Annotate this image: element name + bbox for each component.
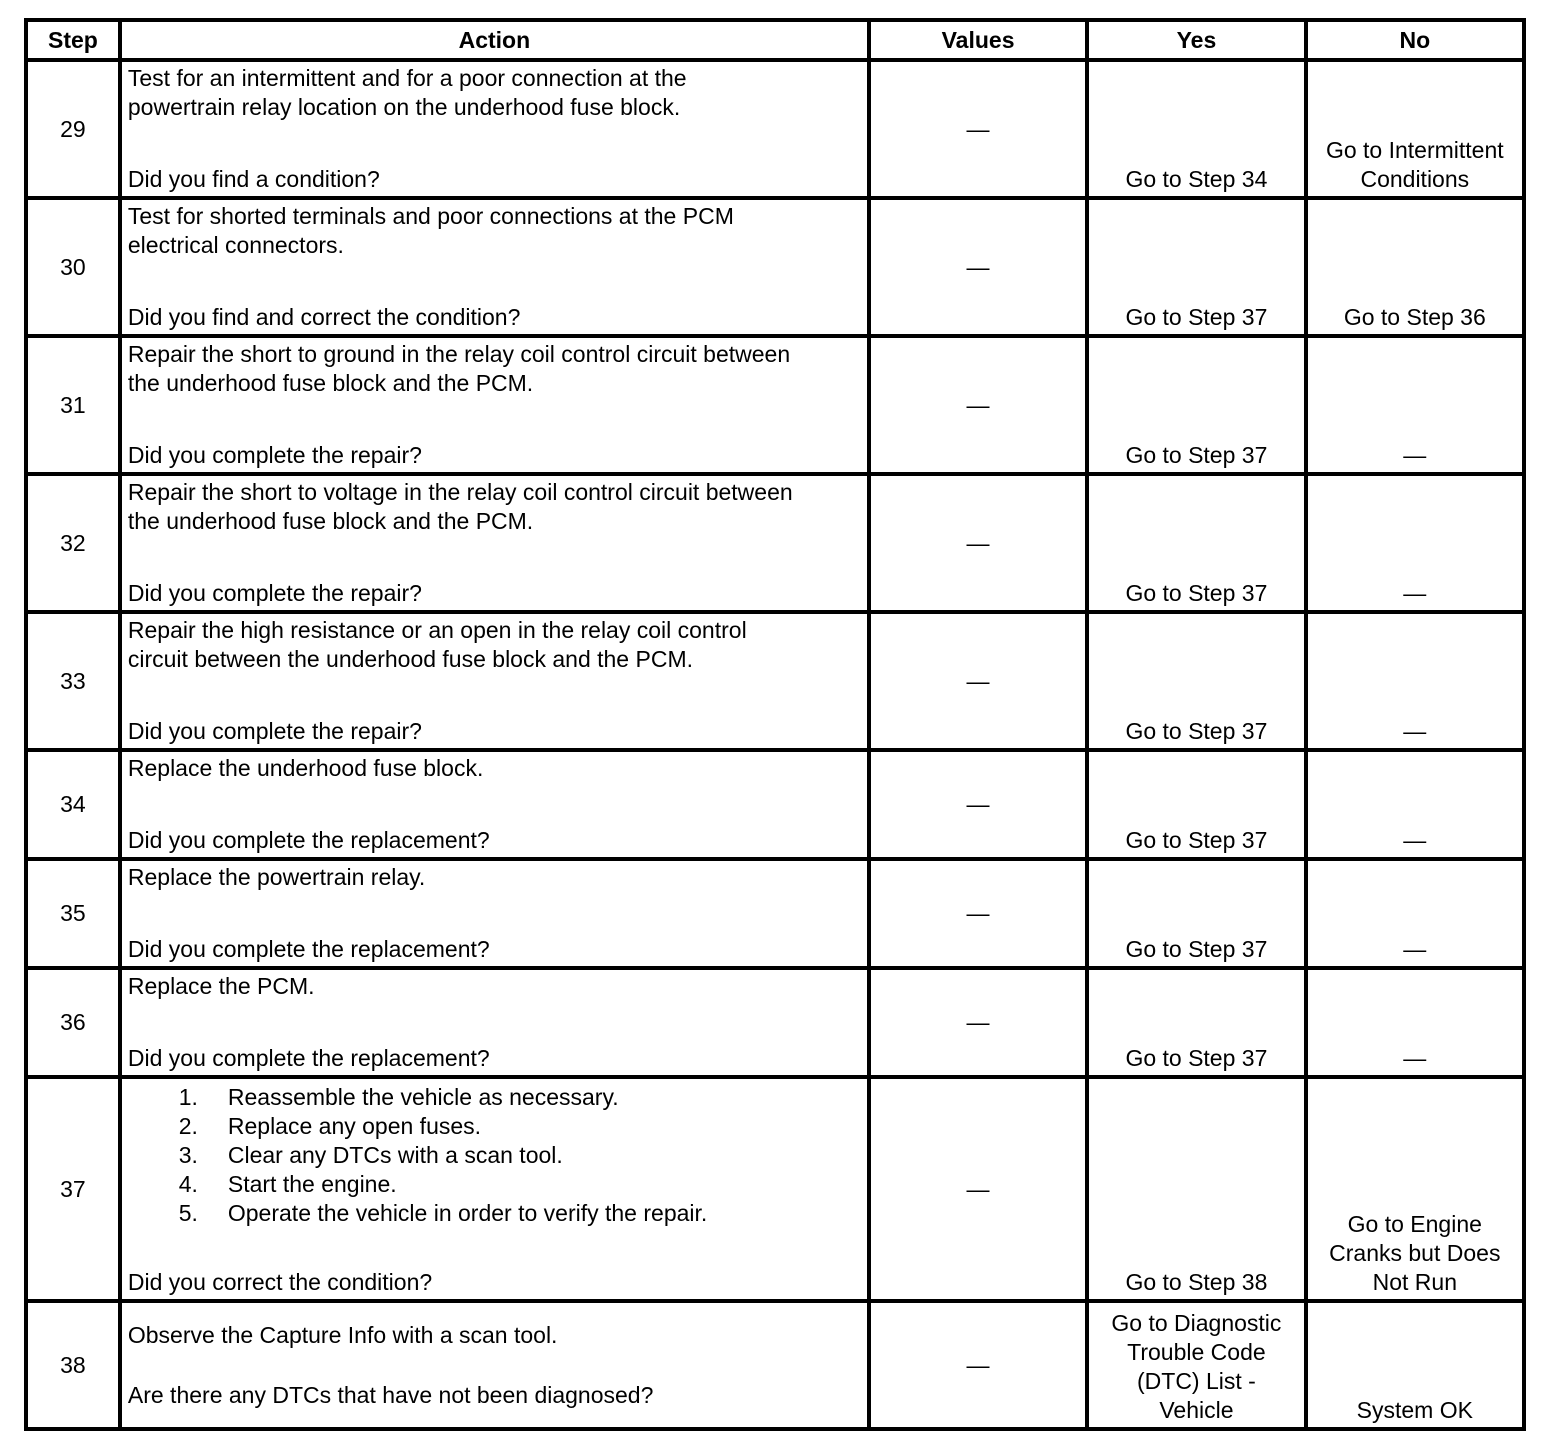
values-cell: — <box>869 336 1087 474</box>
values-cell: — <box>869 968 1087 1077</box>
action-question: Did you correct the condition? <box>127 1269 433 1295</box>
values-cell: — <box>869 859 1087 968</box>
action-cell <box>120 60 869 198</box>
action-question: Are there any DTCs that have not been diagnosed? <box>127 1381 654 1408</box>
action-line: Repair the high resistance or an open in the relay coil control <box>127 617 747 643</box>
step-cell: 37 <box>26 1077 120 1301</box>
no-line: — <box>1403 442 1427 468</box>
step-cell: 33 <box>26 612 120 750</box>
yes-cell: Go to Step 37 <box>1087 859 1305 968</box>
action-step-text: Replace any open fuses. <box>227 1113 482 1139</box>
yes-line: (DTC) List - <box>1137 1368 1256 1394</box>
action-line: the underhood fuse block and the PCM. <box>127 370 534 396</box>
header-yes: Yes <box>1087 20 1305 60</box>
no-line: — <box>1403 936 1427 962</box>
table-row <box>26 198 1524 336</box>
yes-cell: Go to Step 38 <box>1087 1077 1305 1301</box>
no-line: — <box>1403 1045 1427 1071</box>
table-row <box>26 60 1524 198</box>
action-line: Repair the short to voltage in the relay coil control circuit between <box>127 479 793 505</box>
yes-cell: Go to Step 37 <box>1087 474 1305 612</box>
action-steps-list <box>128 1083 861 1228</box>
no-cell <box>1306 1077 1524 1301</box>
action-step-number: 2. <box>178 1113 198 1139</box>
action-question: Did you complete the repair? <box>127 718 422 744</box>
no-cell <box>1306 968 1524 1077</box>
action-line: Test for shorted terminals and poor connections at the PCM <box>127 203 734 229</box>
action-cell <box>120 336 869 474</box>
no-line: Go to Intermittent <box>1325 137 1504 163</box>
action-cell <box>120 474 869 612</box>
action-cell <box>120 1301 869 1429</box>
action-question: Did you find and correct the condition? <box>127 304 521 330</box>
header-values: Values <box>869 20 1087 60</box>
action-step-number: 1. <box>178 1084 198 1110</box>
no-line: Go to Engine <box>1347 1211 1482 1237</box>
action-line: the underhood fuse block and the PCM. <box>127 508 534 534</box>
step-cell: 30 <box>26 198 120 336</box>
action-line: Replace the powertrain relay. <box>127 864 426 890</box>
action-step-number: 3. <box>178 1142 198 1168</box>
step-cell: 32 <box>26 474 120 612</box>
no-cell <box>1306 750 1524 859</box>
action-line: electrical connectors. <box>127 232 344 258</box>
action-content <box>122 1079 867 1299</box>
table-body <box>26 60 1524 1429</box>
table-row <box>26 336 1524 474</box>
table-row <box>26 1077 1524 1301</box>
action-content <box>122 62 867 196</box>
action-step-number: 5. <box>178 1200 198 1226</box>
values-cell: — <box>869 1077 1087 1301</box>
no-line: — <box>1403 718 1427 744</box>
action-line: circuit between the underhood fuse block and the PCM. <box>127 646 693 672</box>
yes-line: Trouble Code <box>1127 1339 1266 1365</box>
action-step-item <box>128 1112 861 1141</box>
table-row <box>26 750 1524 859</box>
no-line: Not Run <box>1372 1269 1457 1295</box>
action-instructions <box>128 64 861 122</box>
yes-cell: Go to Step 37 <box>1087 198 1305 336</box>
table-row <box>26 474 1524 612</box>
no-cell <box>1306 336 1524 474</box>
no-cell <box>1306 1301 1524 1429</box>
action-cell <box>120 750 869 859</box>
action-instructions <box>128 754 861 783</box>
table-row <box>26 968 1524 1077</box>
action-instructions <box>128 340 861 398</box>
action-content <box>122 1303 867 1427</box>
values-cell: — <box>869 474 1087 612</box>
action-question: Did you complete the replacement? <box>127 936 490 962</box>
no-line: Cranks but Does <box>1329 1240 1501 1266</box>
header-no: No <box>1306 20 1524 60</box>
action-step-item <box>128 1083 861 1112</box>
action-step-number: 4. <box>178 1171 198 1197</box>
action-question: Did you find a condition? <box>127 166 380 192</box>
step-cell: 35 <box>26 859 120 968</box>
action-cell <box>120 612 869 750</box>
action-step-item <box>128 1199 861 1228</box>
action-cell <box>120 859 869 968</box>
no-line: — <box>1403 827 1427 853</box>
action-step-text: Start the engine. <box>227 1171 397 1197</box>
table-row <box>26 1301 1524 1429</box>
action-instructions <box>128 478 861 536</box>
step-cell: 36 <box>26 968 120 1077</box>
action-question: Did you complete the replacement? <box>127 1045 490 1071</box>
no-line: Go to Step 36 <box>1343 304 1486 330</box>
action-step-item <box>128 1141 861 1170</box>
action-line: Test for an intermittent and for a poor connection at the <box>127 65 687 91</box>
diagnostic-table <box>24 18 1526 1431</box>
action-instructions <box>128 863 861 892</box>
action-content <box>122 338 867 472</box>
values-cell: — <box>869 750 1087 859</box>
no-cell <box>1306 60 1524 198</box>
yes-line: Vehicle <box>1159 1397 1234 1423</box>
yes-cell: Go to Step 37 <box>1087 612 1305 750</box>
action-content <box>122 614 867 748</box>
action-line: Replace the PCM. <box>127 973 315 999</box>
step-cell: 38 <box>26 1301 120 1429</box>
yes-cell: Go to Step 34 <box>1087 60 1305 198</box>
yes-cell: Go to Step 37 <box>1087 968 1305 1077</box>
action-line: Repair the short to ground in the relay coil control circuit between <box>127 341 791 367</box>
yes-cell: Go to Step 37 <box>1087 336 1305 474</box>
header-row <box>26 20 1524 60</box>
action-content <box>122 861 867 966</box>
header-step: Step <box>26 20 120 60</box>
yes-cell <box>1087 1301 1305 1429</box>
action-content <box>122 970 867 1075</box>
action-cell <box>120 198 869 336</box>
action-question: Did you complete the replacement? <box>127 827 490 853</box>
header-action: Action <box>120 20 869 60</box>
action-instructions <box>128 1321 861 1350</box>
action-cell <box>120 1077 869 1301</box>
action-cell <box>120 968 869 1077</box>
action-instructions <box>128 1081 861 1228</box>
yes-cell: Go to Step 37 <box>1087 750 1305 859</box>
action-instructions <box>128 616 861 674</box>
action-step-text: Reassemble the vehicle as necessary. <box>227 1084 619 1110</box>
table-row <box>26 859 1524 968</box>
action-question: Did you complete the repair? <box>127 580 422 606</box>
no-cell <box>1306 612 1524 750</box>
step-cell: 34 <box>26 750 120 859</box>
action-content <box>122 476 867 610</box>
no-cell <box>1306 859 1524 968</box>
action-instructions <box>128 972 861 1001</box>
no-line: Conditions <box>1360 166 1470 192</box>
no-line: — <box>1403 580 1427 606</box>
values-cell: — <box>869 612 1087 750</box>
action-line: powertrain relay location on the underhood fuse block. <box>127 94 681 120</box>
no-line: System OK <box>1356 1397 1473 1423</box>
values-cell: — <box>869 60 1087 198</box>
action-content <box>122 752 867 857</box>
yes-line: Go to Diagnostic <box>1111 1310 1282 1336</box>
values-cell: — <box>869 198 1087 336</box>
action-instructions <box>128 202 861 260</box>
action-step-text: Clear any DTCs with a scan tool. <box>227 1142 563 1168</box>
no-cell <box>1306 198 1524 336</box>
values-cell: — <box>869 1301 1087 1429</box>
action-line: Observe the Capture Info with a scan tool. <box>127 1321 558 1348</box>
action-question: Did you complete the repair? <box>127 442 422 468</box>
action-content <box>122 200 867 334</box>
action-step-item <box>128 1170 861 1199</box>
action-step-text: Operate the vehicle in order to verify the repair. <box>227 1200 708 1226</box>
action-line: Replace the underhood fuse block. <box>127 755 484 781</box>
step-cell: 29 <box>26 60 120 198</box>
table-row <box>26 612 1524 750</box>
no-cell <box>1306 474 1524 612</box>
step-cell: 31 <box>26 336 120 474</box>
